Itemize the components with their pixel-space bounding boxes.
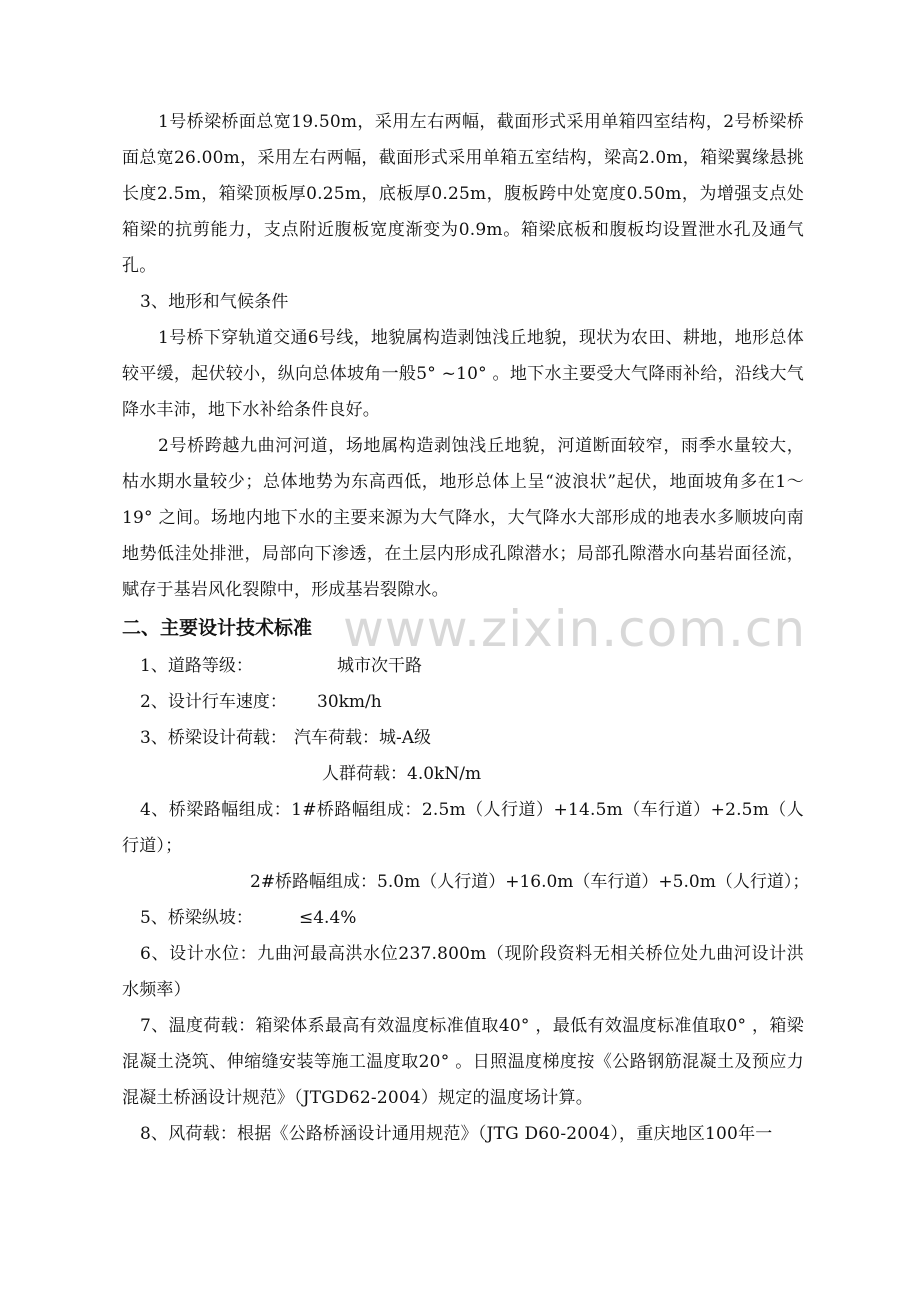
paragraph-bridge1-terrain: 1号桥下穿轨道交通6号线，地貌属构造剥蚀浅丘地貌，现状为农田、耕地，地形总体较平缓，起伏较小，纵向总体坡角一般5° ~10° 。地下水主要受大气降雨补给，沿线大气降水丰沛，地下水补给条件良好。	[122, 328, 804, 420]
standard-design-speed-value: 30km/h	[317, 692, 382, 712]
standard-crowd-load-value: 人群荷载：4.0kN/m	[322, 764, 482, 784]
standard-road-width-bridge2: 2#桥路幅组成：5.0m（人行道）+16.0m（车行道）+5.0m（人行道）；	[250, 872, 810, 892]
standard-design-water-level: 6、设计水位：九曲河最高洪水位237.800m（现阶段资料无相关桥位处九曲河设计洪水频率）	[122, 944, 804, 1000]
standard-design-load	[122, 720, 804, 756]
standard-road-grade-label: 1、道路等级：	[140, 656, 253, 676]
standard-longitudinal-slope-label: 5、桥梁纵坡：	[140, 908, 253, 928]
paragraph-bridge-structure: 1号桥梁桥面总宽19.50m，采用左右两幅，截面形式采用单箱四室结构，2号桥梁桥面总宽26.00m，采用左右两幅，截面形式采用单箱五室结构，梁高2.0m，箱梁翼缘悬挑长度2.5m，箱梁顶板厚0.25m，底板厚0.25m，腹板跨中处宽度0.50m，为增强支点处箱梁的抗剪能力，支点附近腹板宽度渐变为0.9m。箱梁底板和腹板均设置泄水孔及通气孔。	[122, 112, 804, 276]
standard-wind-load: 8、风荷载：根据《公路桥涵设计通用规范》（JTG D60-2004），重庆地区100年一	[140, 1124, 773, 1144]
standard-road-grade-value: 城市次干路	[337, 656, 422, 676]
standard-vehicle-load-value: 汽车荷载：城-A级	[294, 728, 432, 748]
standard-road-grade	[122, 648, 804, 684]
standard-longitudinal-slope	[122, 900, 804, 936]
watermark-logo: www.zixin.com.cn	[343, 600, 807, 658]
standard-design-load-label: 3、桥梁设计荷载：	[140, 728, 287, 748]
section-title-terrain-climate: 3、地形和气候条件	[140, 292, 289, 312]
standard-design-speed	[122, 684, 804, 720]
standard-temperature-load: 7、温度荷载：箱梁体系最高有效温度标准值取40° ，最低有效温度标准值取0° ，箱梁混凝土浇筑、伸缩缝安装等施工温度取20° 。日照温度梯度按《公路钢筋混凝土及预应力混凝土桥涵设计规范》（JTGD62-2004）规定的温度场计算。	[122, 1016, 804, 1108]
paragraph-bridge2-terrain: 2号桥跨越九曲河河道，场地属构造剥蚀浅丘地貌，河道断面较窄，雨季水量较大，枯水期水量较少；总体地势为东高西低，地形总体上呈“波浪状”起伏，地面坡角多在1～19° 之间。场地内地下水的主要来源为大气降水，大气降水大部形成的地表水多顺坡向南地势低洼处排泄，局部向下渗透，在土层内形成孔隙潜水；局部孔隙潜水向基岩面径流，赋存于基岩风化裂隙中，形成基岩裂隙水。	[122, 436, 804, 600]
document-body	[122, 104, 810, 1152]
standard-design-speed-label: 2、设计行车速度：	[140, 692, 287, 712]
standard-road-width-bridge1: 4、桥梁路幅组成：1#桥路幅组成：2.5m（人行道）+14.5m（车行道）+2.5m（人行道）；	[122, 800, 804, 856]
standard-longitudinal-slope-value: ≤4.4%	[299, 908, 357, 928]
heading-design-standards: 二、主要设计技术标准	[122, 617, 313, 639]
